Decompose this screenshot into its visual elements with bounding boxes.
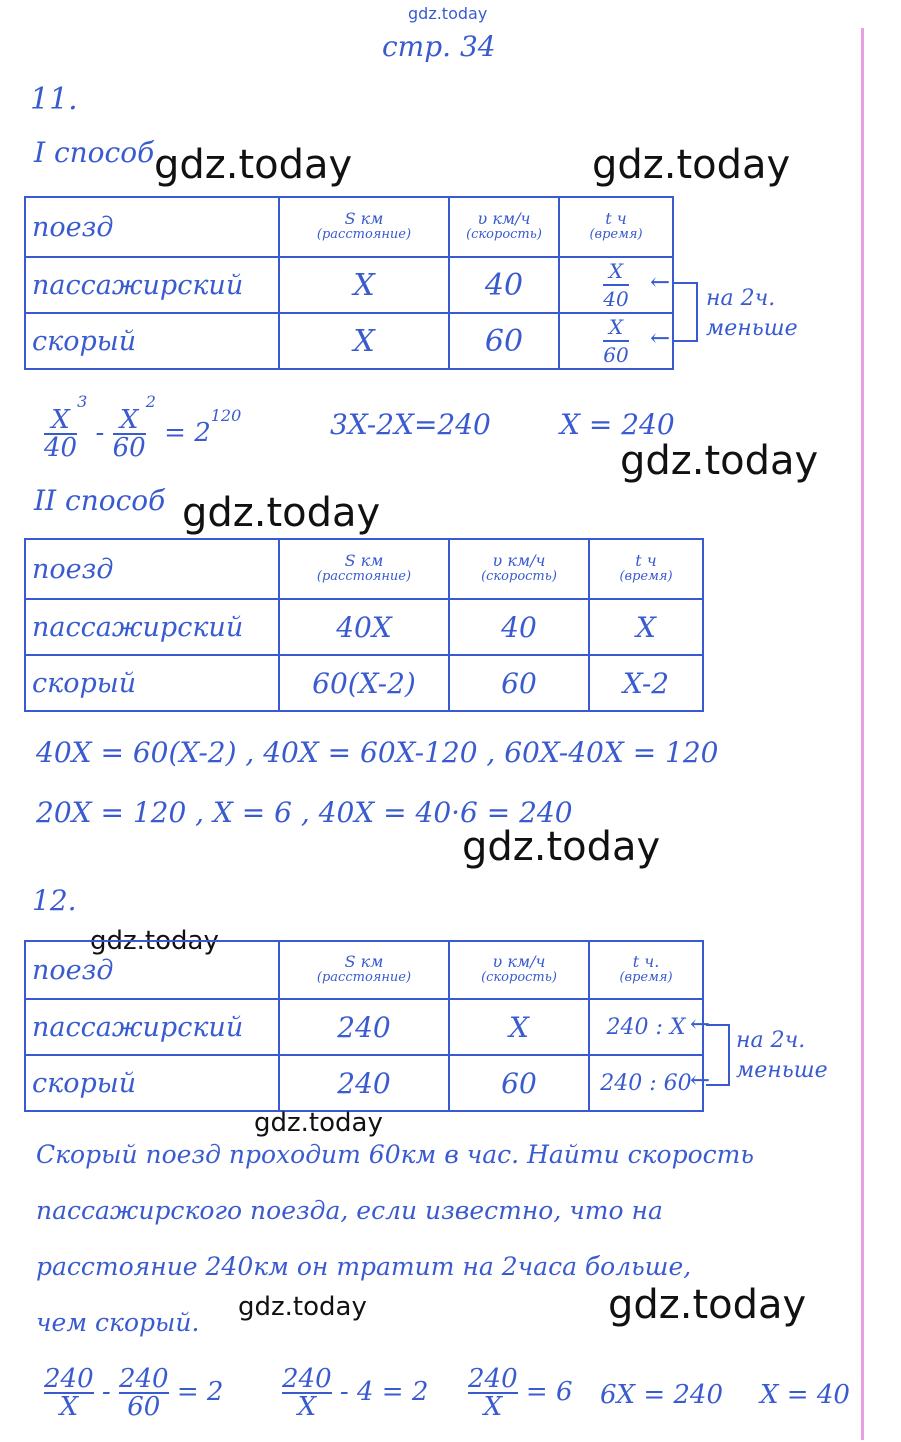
cell-time: 240 : X — [589, 999, 703, 1055]
header-train: поезд — [25, 539, 279, 599]
table-row — [25, 1055, 703, 1111]
cell-train: скорый — [25, 655, 279, 711]
cell-distance: 240 — [279, 999, 449, 1055]
watermark: gdz.today — [592, 142, 791, 188]
solution-12-d: 6X = 240 — [600, 1380, 723, 1410]
cell-time: 240 : 60 — [589, 1055, 703, 1111]
arrow-icon: ← — [650, 268, 671, 296]
header-train: поезд — [25, 197, 279, 257]
cell-train: пассажирский — [25, 999, 279, 1055]
cell-time: X-2 — [589, 655, 703, 711]
cell-time: X — [589, 599, 703, 655]
cell-distance: X — [279, 257, 449, 313]
page-margin-line — [861, 28, 864, 1440]
method1-label: I способ — [34, 136, 155, 169]
solution-line: 20X = 120 , X = 6 , 40X = 40·6 = 240 — [36, 796, 573, 829]
header-distance: S км (расстояние) — [279, 941, 449, 999]
solution-12-e: X = 40 — [760, 1380, 850, 1410]
table-method2 — [24, 538, 704, 712]
table-method1 — [24, 196, 674, 370]
header-speed: υ км/ч (скорость) — [449, 197, 559, 257]
equation-result: X = 240 — [560, 408, 675, 441]
solution-line: 40X = 60(X-2) , 40X = 60X-120 , 60X-40X = 120 — [36, 736, 719, 769]
task11-number: 11. — [30, 82, 78, 117]
table-task12 — [24, 940, 704, 1112]
problem-line: чем скорый. — [36, 1308, 200, 1337]
watermark: gdz.today — [254, 1108, 383, 1138]
cell-distance: 40X — [279, 599, 449, 655]
table-row — [25, 313, 673, 369]
watermark: gdz.today — [238, 1292, 367, 1322]
header-train: поезд — [25, 941, 279, 999]
cell-train: скорый — [25, 313, 279, 369]
table-row — [25, 599, 703, 655]
header-time: t ч (время) — [559, 197, 673, 257]
problem-line: пассажирского поезда, если известно, что на — [36, 1196, 663, 1225]
watermark-top: gdz.today — [408, 4, 488, 23]
watermark: gdz.today — [462, 824, 661, 870]
cell-speed: X — [449, 999, 589, 1055]
watermark: gdz.today — [90, 926, 219, 956]
arrow-icon: ← — [690, 1010, 711, 1038]
cell-train: пассажирский — [25, 257, 279, 313]
header-distance: S км (расстояние) — [279, 539, 449, 599]
watermark: gdz.today — [608, 1282, 807, 1328]
equation-step: 3X-2X=240 — [330, 408, 491, 441]
cell-distance: X — [279, 313, 449, 369]
equation-method1: $\frac{X}{40}$ $^3$ - $\frac{X}{60}$ $^2 = 2^{120}$ — [44, 392, 242, 463]
solution-12-c: $\frac{240}{X}$ = 6 — [468, 1364, 573, 1422]
cell-time: $\frac{X}{40}$ — [559, 257, 673, 313]
table-row — [25, 655, 703, 711]
table-header-row — [25, 197, 673, 257]
problem-line: Скорый поезд проходит 60км в час. Найти скорость — [36, 1140, 754, 1169]
problem-line: расстояние 240км он тратит на 2часа больше, — [36, 1252, 692, 1281]
watermark: gdz.today — [620, 438, 819, 484]
header-speed: υ км/ч (скорость) — [449, 941, 589, 999]
header-speed: υ км/ч (скорость) — [449, 539, 589, 599]
cell-speed: 60 — [449, 655, 589, 711]
table-row — [25, 999, 703, 1055]
table-header-row — [25, 941, 703, 999]
cell-speed: 60 — [449, 313, 559, 369]
table-header-row — [25, 539, 703, 599]
cell-speed: 40 — [449, 599, 589, 655]
cell-distance: 240 — [279, 1055, 449, 1111]
time-difference-note: на 2ч. меньше — [736, 1028, 828, 1083]
cell-train: скорый — [25, 1055, 279, 1111]
cell-time: $\frac{X}{60}$ — [559, 313, 673, 369]
cell-speed: 60 — [449, 1055, 589, 1111]
watermark: gdz.today — [182, 490, 381, 536]
arrow-icon: ← — [690, 1066, 711, 1094]
page-label: стр. 34 — [382, 30, 496, 63]
header-distance: S км (расстояние) — [279, 197, 449, 257]
bracket-icon — [672, 282, 698, 342]
cell-train: пассажирский — [25, 599, 279, 655]
header-time: t ч. (время) — [589, 941, 703, 999]
header-time: t ч (время) — [589, 539, 703, 599]
cell-distance: 60(X-2) — [279, 655, 449, 711]
solution-12-a: $\frac{240}{X}$ - $\frac{240}{60}$ = 2 — [44, 1364, 224, 1422]
task12-number: 12. — [32, 884, 77, 917]
watermark: gdz.today — [154, 142, 353, 188]
solution-12-b: $\frac{240}{X}$ - 4 = 2 — [282, 1364, 429, 1422]
table-row — [25, 257, 673, 313]
cell-speed: 40 — [449, 257, 559, 313]
arrow-icon: ← — [650, 324, 671, 352]
method2-label: II способ — [34, 484, 166, 517]
time-difference-note: на 2ч. меньше — [706, 286, 798, 341]
